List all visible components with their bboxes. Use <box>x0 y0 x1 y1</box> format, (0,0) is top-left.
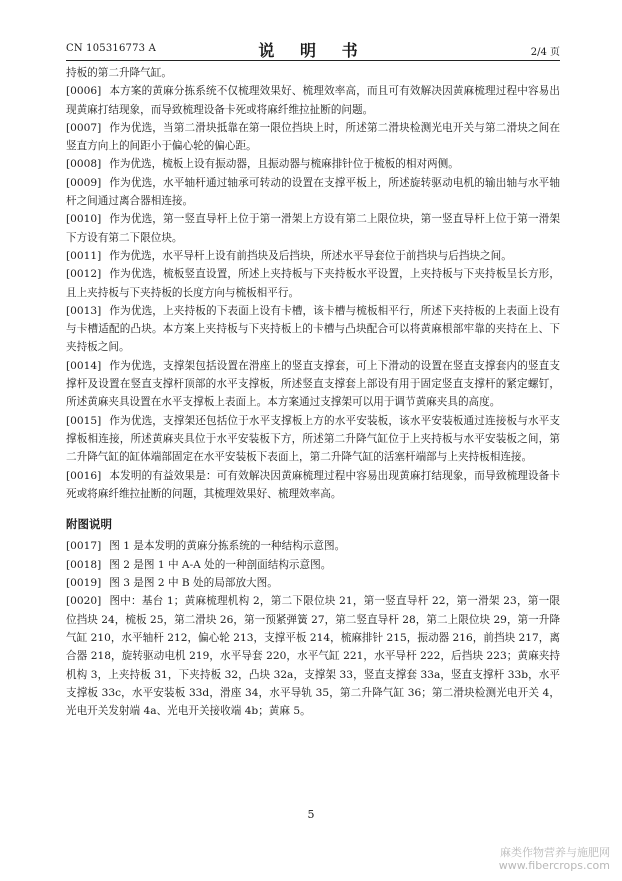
paragraph-text: 作为优选，水平轴杆通过轴承可转动的设置在支撑平板上，所述旋转驱动电机的输出轴与水平轴杆之间通过离合器相连接。 <box>66 176 560 208</box>
header-rule <box>66 60 560 61</box>
paragraph-text: 作为优选，支撑架还包括位于水平支撑板上方的水平安装板，该水平安装板通过连接板与水平支撑板相连接，所述黄麻夹具位于水平安装板下方，所述第二升降气缸位于上夹持板与水平安装板之间，第二升降气缸的缸体端部固定在水平安装板下表面上，第二升降气缸的活塞杆端部与上夹持板相连接。 <box>66 414 560 464</box>
watermark-line-1: 麻类作物营养与施肥网 <box>500 846 610 859</box>
paragraph <box>66 210 560 247</box>
document-title: 说 明 书 <box>258 41 368 60</box>
paragraph <box>66 265 560 302</box>
paragraph-number: [0015] <box>66 414 102 427</box>
paragraph <box>66 592 560 720</box>
paragraph-list <box>66 82 560 503</box>
paragraph-text: 图 2 是图 1 中 A-A 处的一种剖面结构示意图。 <box>109 558 332 571</box>
paragraph <box>66 119 560 156</box>
paragraph <box>66 556 560 574</box>
paragraph-number: [0019] <box>66 577 102 590</box>
paragraph-text: 作为优选，梳板上设有振动器，且振动器与梳麻排针位于梳板的相对两侧。 <box>109 158 459 171</box>
paragraph <box>66 357 560 412</box>
paragraph-number: [0012] <box>66 268 102 281</box>
paragraph <box>66 574 560 592</box>
paragraph-text: 作为优选，上夹持板的下表面上设有卡槽，该卡槽与梳板相平行，所述下夹持板的上表面上设有与卡槽适配的凸块。本方案上夹持板与下夹持板上的卡槽与凸块配合可以将黄麻根部牢靠的夹持在上、下夹持板之间。 <box>66 304 560 354</box>
paragraph-number: [0008] <box>66 158 102 171</box>
watermark-line-2: www.fibercrops.com <box>498 859 610 872</box>
paragraph-text: 作为优选，梳板竖直设置，所述上夹持板与下夹持板水平设置，上夹持板与下夹持板呈长方形，且上夹持板与下夹持板的长度方向与梳板相平行。 <box>66 268 560 299</box>
patent-number: CN 105316773 A <box>66 43 157 54</box>
paragraph-number: [0010] <box>66 213 102 226</box>
paragraph-text: 图 3 是图 2 中 B 处的局部放大图。 <box>109 577 278 590</box>
paragraph <box>66 302 560 357</box>
paragraph <box>66 412 560 467</box>
paragraph <box>66 467 560 504</box>
paragraph-number: [0014] <box>66 359 102 372</box>
paragraph-text: 作为优选，第一竖直导杆上位于第一滑架上方设有第二上限位块，第一竖直导杆上位于第一滑架下方设有第二下限位块。 <box>66 213 560 244</box>
paragraph-number: [0013] <box>66 304 102 317</box>
figure-paragraph-list <box>66 537 560 720</box>
page-info: 2/4 页 <box>530 47 560 58</box>
paragraph-text: 作为优选，支撑架包括设置在滑座上的竖直支撑套，可上下滑动的设置在竖直支撑套内的竖直支撑杆及设置在竖直支撑杆顶部的水平支撑板，所述竖直支撑套上部设有用于固定竖直支撑杆的紧定螺钉，所述黄麻夹具设置在水平支撑板上表面上。本方案通过支撑架可以用于调节黄麻夹具的高度。 <box>66 359 560 409</box>
page-header <box>66 40 560 60</box>
paragraph-number: [0011] <box>66 249 102 262</box>
paragraph-number: [0018] <box>66 558 102 571</box>
paragraph-number: [0007] <box>66 121 102 134</box>
paragraph-number: [0006] <box>66 85 102 98</box>
paragraph-number: [0009] <box>66 176 102 189</box>
paragraph <box>66 174 560 211</box>
paragraph-text: 本发明的有益效果是：可有效解决因黄麻梳理过程中容易出现黄麻打结现象，而导致梳理设备卡死或将麻纤维拉扯断的问题，其梳理效果好、梳理效率高。 <box>66 469 560 500</box>
paragraph-text: 图中：基台 1；黄麻梳理机构 2，第二下限位块 21，第一竖直导杆 22，第一滑架 23，第一限位挡块 24，梳板 25，第二滑块 26，第一预紧弹簧 27，第二竖直导杆 28，第二上限位块 29，第一升降气缸 210，水平轴杆 212，偏心轮 213，支撑平板 214，梳麻排针 215，振动器 216，前挡块 217，离合器 218，旋转驱动电机 219，水平导套 220，水平气缸 221，水平导杆 222，后挡块 223；黄麻夹持机构 3，上夹持板 31，下夹持板 32，凸块 32a，支撑架 33，竖直支撑套 33a，竖直支撑杆 33b，水平支撑板 33c，水平安装板 33d，滑座 34，水平导轨 35，第二升降气缸 36；第二滑块检测光电开关 4，光电开关发射端 4a、光电开关接收端 4b；黄麻 5。 <box>66 595 560 718</box>
paragraph-text: 本方案的黄麻分拣系统不仅梳理效果好、梳理效率高，而且可有效解决因黄麻梳理过程中容易出现黄麻打结现象，而导致梳理设备卡死或将麻纤维拉扯断的问题。 <box>66 85 560 116</box>
section-title: 附图说明 <box>66 517 112 532</box>
lead-line: 持板的第二升降气缸。 <box>66 67 172 79</box>
paragraph-number: [0016] <box>66 469 102 482</box>
paragraph <box>66 155 560 173</box>
paragraph-text: 作为优选，当第二滑块抵靠在第一限位挡块上时，所述第二滑块检测光电开关与第二滑块之间在竖直方向上的间距小于偏心轮的偏心距。 <box>66 121 560 153</box>
paragraph-number: [0020] <box>66 595 102 608</box>
paragraph <box>66 82 560 119</box>
paragraph-number: [0017] <box>66 540 102 553</box>
paragraph-text: 作为优选，水平导杆上设有前挡块及后挡块，所述水平导套位于前挡块与后挡块之间。 <box>109 249 512 262</box>
paragraph <box>66 247 560 265</box>
paragraph-text: 图 1 是本发明的黄麻分拣系统的一种结构示意图。 <box>109 540 346 553</box>
document-body <box>66 64 560 720</box>
paragraph <box>66 537 560 555</box>
page-number: 5 <box>307 808 315 821</box>
watermark <box>499 846 610 872</box>
